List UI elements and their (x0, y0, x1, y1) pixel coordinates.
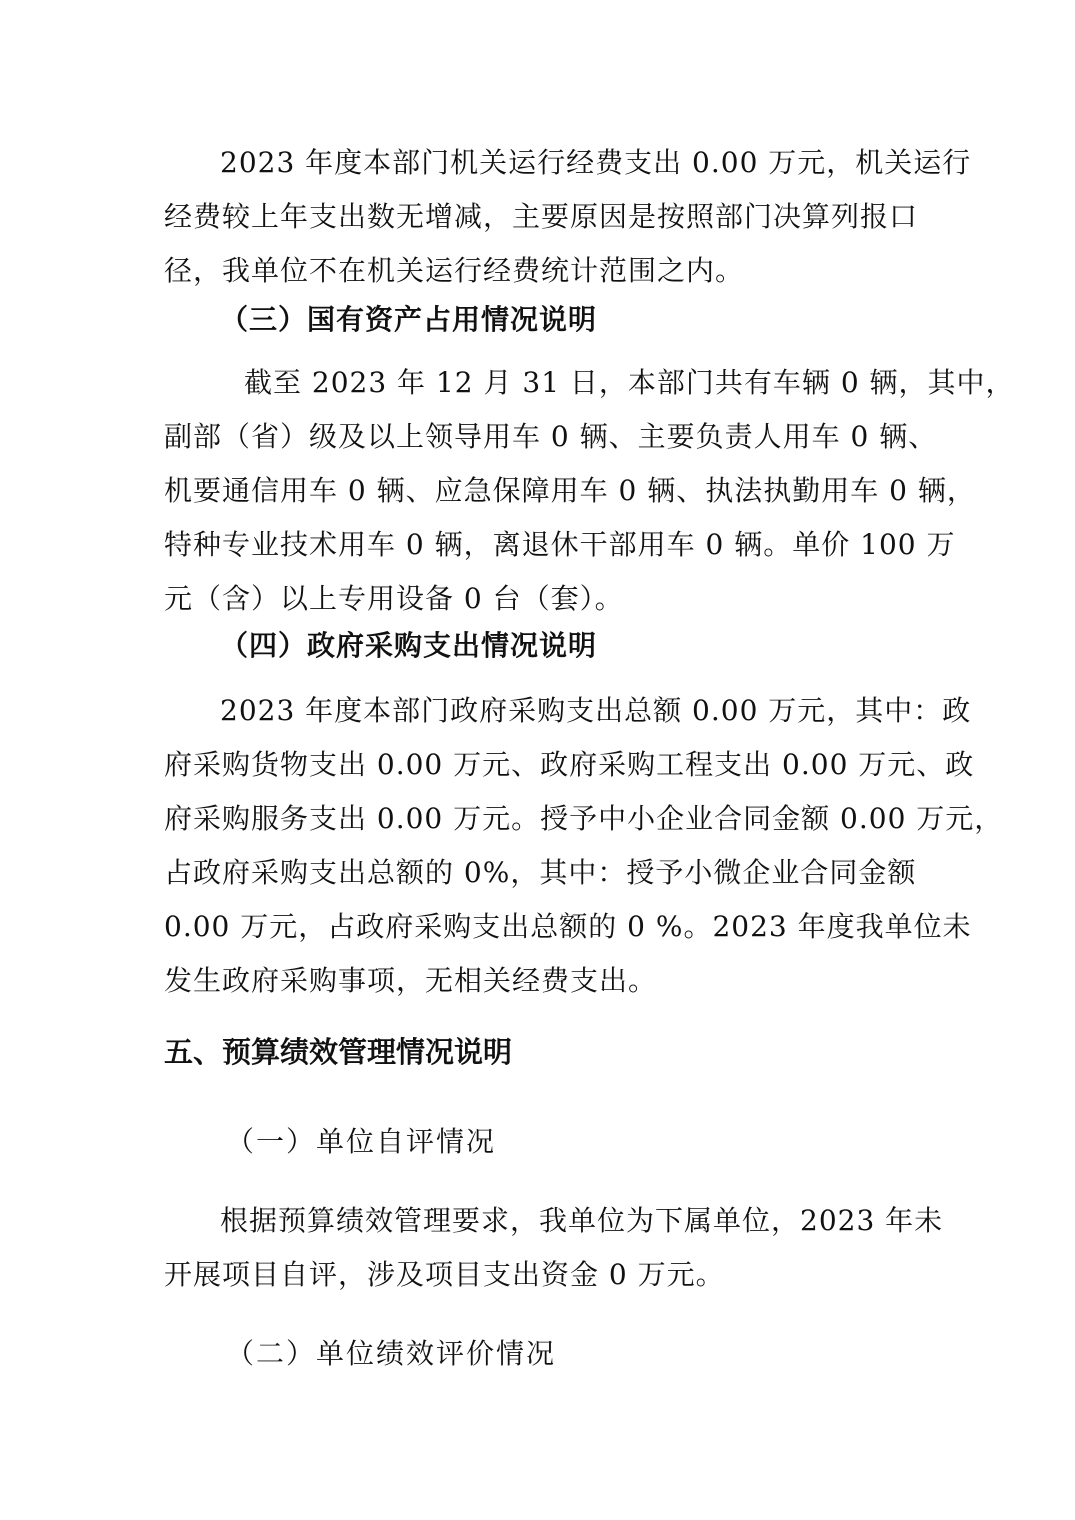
section-title-performance: 五、预算绩效管理情况说明 (164, 1035, 513, 1069)
paragraph-operating-expenses (164, 136, 972, 298)
text-line: 府采购服务支出 0.00 万元。授予中小企业合同金额 0.00 万元， (164, 802, 1004, 835)
text-line: 副部（省）级及以上领导用车 0 辆、主要负责人用车 0 辆、 (164, 420, 938, 453)
heading-state-assets: （三）国有资产占用情况说明 (220, 303, 598, 336)
subheading-performance-evaluation: （二）单位绩效评价情况 (226, 1337, 557, 1370)
subheading-self-evaluation: （一）单位自评情况 (226, 1125, 497, 1158)
paragraph-procurement (164, 684, 1004, 1008)
text-line: 开展项目自评，涉及项目支出资金 0 万元。 (164, 1258, 725, 1291)
heading-procurement: （四）政府采购支出情况说明 (220, 629, 598, 662)
text-line: 府采购货物支出 0.00 万元、政府采购工程支出 0.00 万元、政 (164, 748, 975, 781)
text-line: 占政府采购支出总额的 0%，其中：授予小微企业合同金额 (164, 856, 917, 889)
text-line: 元（含）以上专用设备 0 台（套）。 (164, 582, 624, 615)
text-line: 发生政府采购事项，无相关经费支出。 (164, 964, 658, 997)
text-line: 经费较上年支出数无增减，主要原因是按照部门决算列报口 (164, 200, 919, 233)
text-line: 2023 年度本部门机关运行经费支出 0.00 万元，机关运行 (220, 146, 972, 179)
text-line: 2023 年度本部门政府采购支出总额 0.00 万元，其中：政 (220, 694, 972, 727)
paragraph-self-evaluation (164, 1194, 944, 1302)
text-line: 0.00 万元，占政府采购支出总额的 0 %。2023 年度我单位未 (164, 910, 972, 943)
text-line: 截至 2023 年 12 月 31 日，本部门共有车辆 0 辆，其中， (244, 366, 1015, 399)
text-line: 机要通信用车 0 辆、应急保障用车 0 辆、执法执勤用车 0 辆， (164, 474, 976, 507)
text-line: 特种专业技术用车 0 辆，离退休干部用车 0 辆。单价 100 万 (164, 528, 956, 561)
paragraph-vehicles (164, 356, 1015, 626)
text-line: 径，我单位不在机关运行经费统计范围之内。 (164, 254, 745, 287)
text-line: 根据预算绩效管理要求，我单位为下属单位，2023 年未 (220, 1204, 944, 1237)
